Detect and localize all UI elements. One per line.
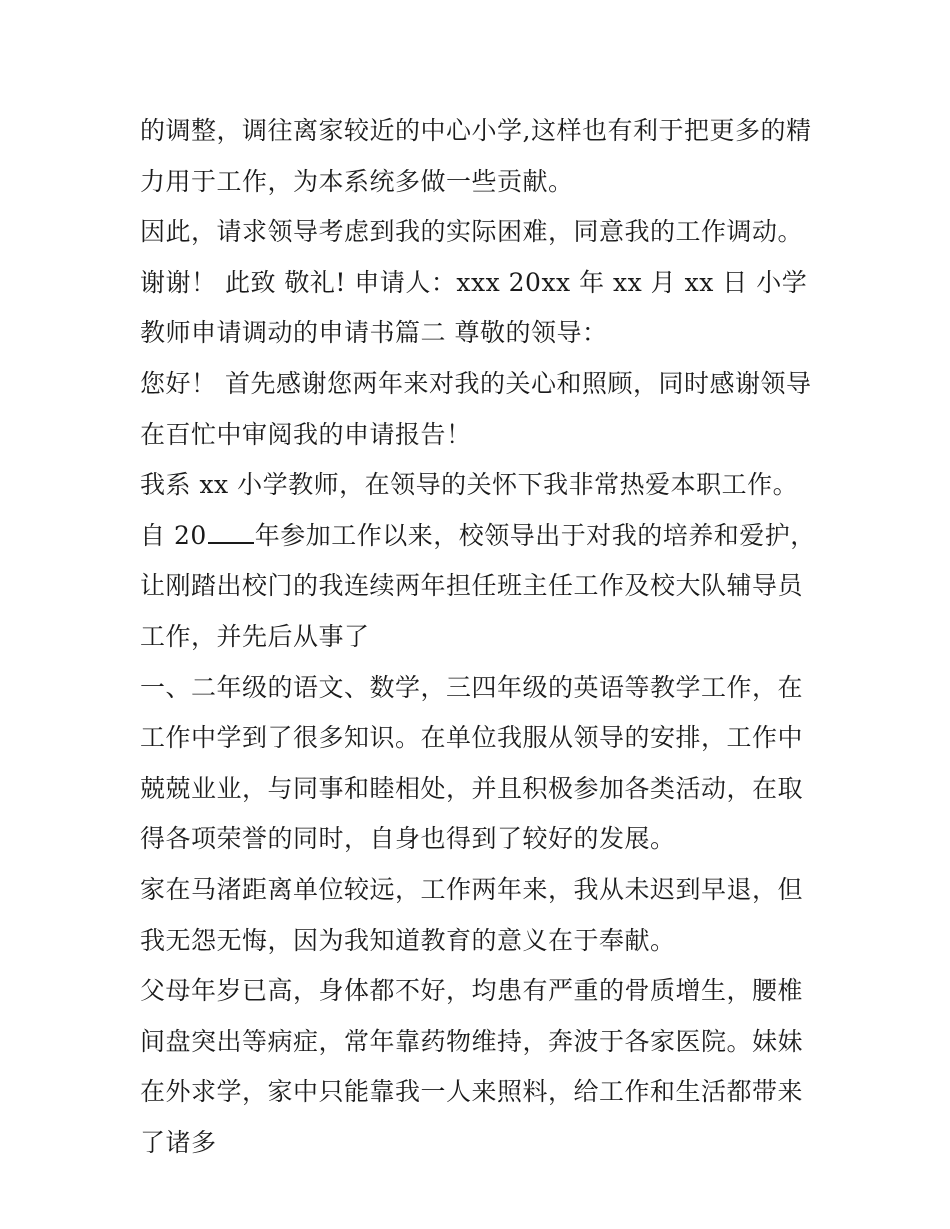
paragraph-4-end: 年参加工作以来，校领导出于对我的培养和爱护，让刚踏出校门的我连续两年担任班主任工作及校大队辅导员工作，并先后从事了 xyxy=(140,520,816,651)
fill-in-blank-line xyxy=(208,520,254,544)
paragraph-5: 一、二年级的语文、数学，三四年级的英语等教学工作，在工作中学到了很多知识。在单位我服从领导的安排，工作中兢兢业业，与同事和睦相处，并且积极参加各类活动，在取得各项荣誉的同时，自身也得到了较好的发展。 xyxy=(140,672,804,854)
paragraph-4 xyxy=(140,460,820,662)
document-body xyxy=(140,106,820,1168)
paragraph-6: 家在马渚距离单位较远，工作两年来，我从未迟到早退，但我无怨无悔，因为我知道教育的意义在于奉献。 xyxy=(140,874,804,955)
paragraph-1: 的调整，调往离家较近的中心小学,这样也有利于把更多的精力用于工作，为本系统多做一些贡献。 xyxy=(140,116,812,196)
paragraph-3: 您好！ 首先感谢您两年来对我的关心和照顾，同时感谢领导在百忙中审阅我的申请报告！ xyxy=(140,368,812,449)
paragraph-2: 因此，请求领导考虑到我的实际困难，同意我的工作调动。谢谢！ 此致 敬礼! 申请人：xxx 20xx 年 xx 月 xx 日 小学教师申请调动的申请书篇二 尊敬的领导： xyxy=(140,217,808,348)
paragraph-4-start: 我系 xx 小学教师，在领导的关怀下我非常热爱本职工作。自 20 xyxy=(140,470,799,550)
paragraph-7: 父母年岁已高，身体都不好，均患有严重的骨质增生，腰椎间盘突出等病症，常年靠药物维持，奔波于各家医院。妹妹在外求学，家中只能靠我一人来照料，给工作和生活都带来了诸多 xyxy=(140,976,804,1157)
